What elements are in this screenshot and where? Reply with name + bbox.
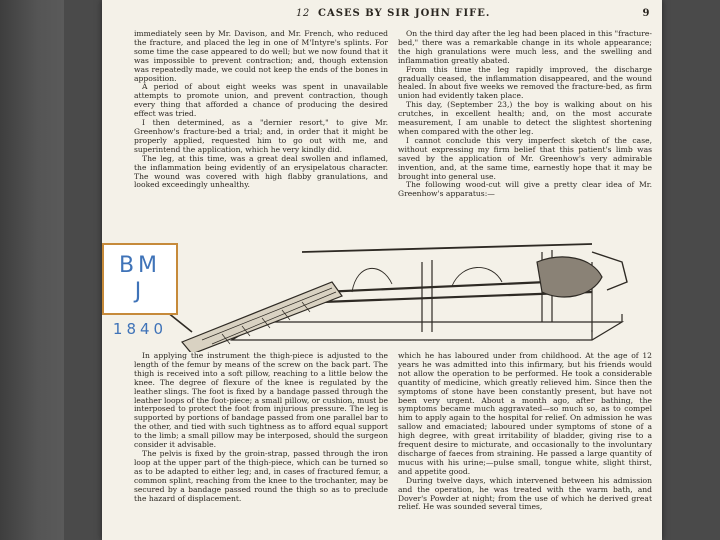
paragraph: The leg, at this time, was a great deal swollen and inflamed, the inflammation being evidently of an erysipelatous character. The wound was covered with high flabby granulations, and looked exceedingly unhealthy. <box>134 153 388 190</box>
document-page <box>102 0 662 540</box>
fracture-bed-illustration <box>122 222 652 352</box>
paragraph: A period of about eight weeks was spent in unavailable attempts to promote union, and prevent contraction, though every thing that afforded a chance of producing the desired effect was tried. <box>134 82 388 119</box>
logo-year: 1840 <box>112 320 168 338</box>
page-header <box>102 8 662 24</box>
paragraph: On the third day after the leg had been placed in this "fracture-bed," there was a remarkable change in its whole appearance; the high granulations were much less, and the swelling and inflammation greatly abated. <box>398 30 652 65</box>
frame-base <box>232 322 622 340</box>
paragraph: I then determined, as a "dernier resort," to give Mr. Greenhow's fracture-bed a trial; and, in order that it might be properly applied, requested him to go out with me, and superintend the application, which he very kindly did. <box>134 118 388 154</box>
thigh-piece <box>182 282 342 352</box>
paragraph: The following wood-cut will give a pretty clear idea of Mr. Greenhow's apparatus:— <box>398 180 652 199</box>
paragraph: The pelvis is fixed by the groin-strap, passed through the iron loop at the upper part of the thigh-piece, which can be turned so as to be adapted to either leg; and, in cases of fractured femur, a common splint, reaching from the knee to the trochanter, may be secured by a bandage passed round the thigh so as to preclude the hazard of displacement. <box>134 448 388 503</box>
column-top-left <box>134 30 388 225</box>
logo-line-1: BM <box>118 253 162 278</box>
paragraph: immediately seen by Mr. Davison, and Mr. French, who reduced the fracture, and placed the leg in one of M'Intyre's splints. For some time the case appeared to do well; but we now found that it was impossible to prevent contraction; and, though extension was repeatedly made, we could not keep the ends of the bones in apposition. <box>134 30 388 83</box>
page-number-left: 12 <box>296 8 310 19</box>
column-bottom-right <box>398 352 652 538</box>
column-bottom-left <box>134 352 388 538</box>
bmj-logo <box>102 243 178 315</box>
logo-line-2: J <box>134 279 146 304</box>
paragraph: which he has laboured under from childhood. At the age of 12 years he was admitted into this infirmary, but his friends would not allow the operation to be performed. He took a considerable quantity of medicine, which greatly relieved him. Since then the symptoms of stone have been constantly present, but have not been very urgent. About a month ago, after bathing, the symptoms became much aggravated—so much so, as to compel him to apply again to the hospital for relief. On admission he was sallow and emaciated; laboured under symptoms of stone of a high degree, with great irritability of bladder, giving rise to a frequent desire to micturate, and occasionally to the involuntary discharge of faeces from straining. He passed a large quantity of mucus with his urine;—pulse small, tongue white, slight thirst, and appetite good. <box>398 352 652 476</box>
paragraph: This day, (September 23,) the boy is walking about on his crutches, in excellent health; and, on the most accurate measurement, I am unable to detect the slightest shortening when compared with the other leg. <box>398 100 652 136</box>
page-title: CASES BY SIR JOHN FIFE. <box>318 8 491 19</box>
column-top-right <box>398 30 652 225</box>
paragraph: During twelve days, which intervened between his admission and the operation, he was treated with the warm bath, and Dover's Powder at night; from the use of which he derived great relief. He was sounded several times, <box>398 475 652 512</box>
page-number-right: 9 <box>642 8 650 19</box>
paragraph: I cannot conclude this very imperfect sketch of the case, without expressing my firm belief that this patient's limb was saved by the application of Mr. Greenhow's very admirable invention, and, at the same time, earnestly hope that it may be brought into general use. <box>398 135 652 181</box>
paragraph: In applying the instrument the thigh-piece is adjusted to the length of the femur by means of the screw on the back part. The thigh is received into a soft pillow, reaching to a little below the knee. The degree of flexure of the knee is regulated by the leather slings. The foot is fixed by a bandage passed through the leather loops of the foot-piece; a small pillow, or cushion, must be interposed to protect the foot from injurious pressure. The leg is supported by portions of bandage passed from one parallel bar to the other, and tied with such tightness as to afford equal support to the limb; a small pillow may be interposed, should the surgeon consider it advisable. <box>134 352 388 450</box>
paragraph: From this time the leg rapidly improved, the discharge gradually ceased, the inflammation disappeared, and the wound healed. In about five weeks we removed the fracture-bed, as firm union had evidently taken place. <box>398 64 652 101</box>
viewer-left-margin <box>0 0 64 540</box>
